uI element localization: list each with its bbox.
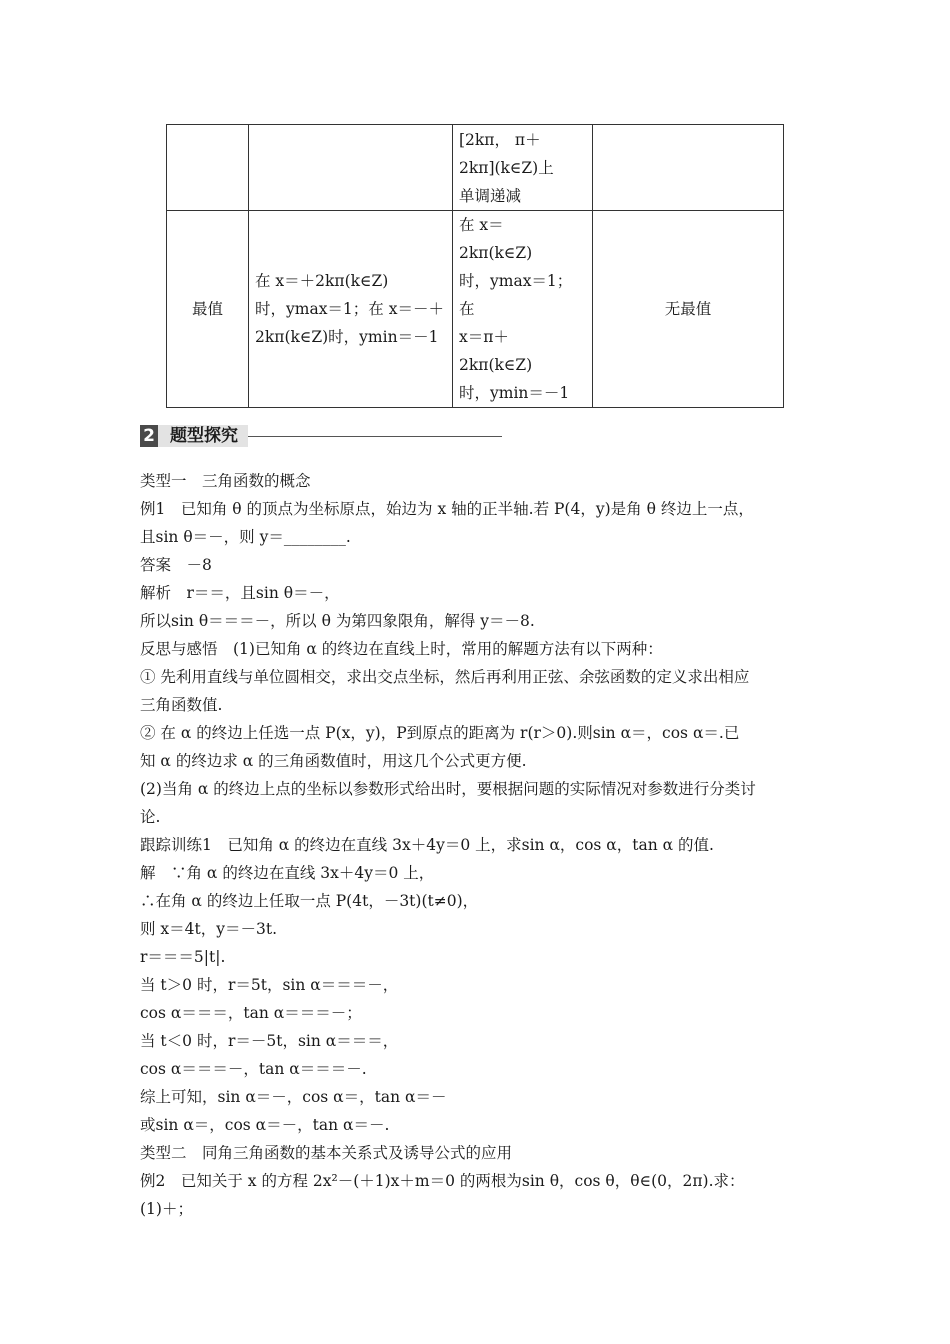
cell-line: [2kπ， π＋ xyxy=(459,130,541,149)
cell-line: 2kπ(k∈Z) xyxy=(459,244,533,262)
text-line: 类型一 三角函数的概念 xyxy=(140,472,311,490)
row-header-extremum: 最值 xyxy=(167,211,249,408)
section-header xyxy=(140,424,502,448)
text-line: cos α＝＝＝，tan α＝＝＝－； xyxy=(140,1004,362,1022)
text-line: (1)＋； xyxy=(140,1200,193,1218)
text-line: 类型二 同角三角函数的基本关系式及诱导公式的应用 xyxy=(140,1144,513,1162)
text-line: r＝＝＝5|t|. xyxy=(140,948,226,966)
cell-line: 2kπ](k∈Z)上 xyxy=(459,158,554,177)
text-line: 则 x＝4t，y＝－3t. xyxy=(140,920,278,938)
table-cell xyxy=(593,125,784,211)
text-line: (2)当角 α 的终边上点的坐标以参数形式给出时，要根据问题的实际情况对参数进行分类讨 xyxy=(140,780,756,798)
table-row xyxy=(167,211,784,408)
cell-line: x＝π＋ xyxy=(459,328,509,346)
table-cell xyxy=(249,125,453,211)
text-line: 且sin θ＝－，则 y＝________. xyxy=(140,528,351,546)
text-line: ∴在角 α 的终边上任取一点 P(4t，－3t)(t≠0)， xyxy=(140,892,479,910)
cell-line: 在 x＝＋2kπ(k∈Z) xyxy=(255,272,389,290)
table-cell xyxy=(453,125,593,211)
table-cell: 无最值 xyxy=(593,211,784,408)
function-properties-table xyxy=(166,124,784,408)
text-line: 答案 －8 xyxy=(140,556,212,574)
section-title: 题型探究 xyxy=(158,425,248,447)
text-line: 例1 已知角 θ 的顶点为坐标原点，始边为 x 轴的正半轴.若 P(4，y)是角 θ 终边上一点， xyxy=(140,500,754,518)
section-rule xyxy=(248,436,502,437)
text-line: 综上可知，sin α＝－，cos α＝，tan α＝－ xyxy=(140,1088,447,1106)
cell-line: 时，ymin＝－1 xyxy=(459,384,570,402)
section-number: 2 xyxy=(140,425,158,447)
table-cell xyxy=(249,211,453,408)
cell-line: 2kπ(k∈Z) xyxy=(459,356,533,374)
text-line: 跟踪训练1 已知角 α 的终边在直线 3x＋4y＝0 上，求sin α，cos α，tan α 的值. xyxy=(140,836,714,854)
text-line: 当 t＜0 时，r＝－5t，sin α＝＝＝， xyxy=(140,1032,399,1050)
text-line: cos α＝＝＝－，tan α＝＝＝－. xyxy=(140,1060,367,1078)
text-line: 三角函数值. xyxy=(140,696,223,714)
text-line: 当 t＞0 时，r＝5t，sin α＝＝＝－， xyxy=(140,976,399,994)
table-cell xyxy=(453,211,593,408)
text-line: 知 α 的终边求 α 的三角函数值时，用这几个公式更方便. xyxy=(140,752,527,770)
document-body xyxy=(140,467,814,1223)
text-line: ① 先利用直线与单位圆相交，求出交点坐标，然后再利用正弦、余弦函数的定义求出相应 xyxy=(140,668,750,686)
text-line: 所以sin θ＝＝＝－，所以 θ 为第四象限角，解得 y＝－8. xyxy=(140,612,535,630)
table-cell xyxy=(167,125,249,211)
text-line: 例2 已知关于 x 的方程 2x²－(＋1)x＋m＝0 的两根为sin θ，cos θ，θ∈(0，2π).求： xyxy=(140,1172,745,1190)
text-line: 反思与感悟 (1)已知角 α 的终边在直线上时，常用的解题方法有以下两种： xyxy=(140,640,663,658)
cell-line: 2kπ(k∈Z)时，ymin＝－1 xyxy=(255,328,439,346)
table-row xyxy=(167,125,784,211)
text-line: 解析 r＝＝，且sin θ＝－， xyxy=(140,584,340,602)
cell-line: 在 x＝ xyxy=(459,216,504,234)
cell-line: 时，ymax＝1；在 x＝－＋ xyxy=(255,300,444,318)
cell-line: 单调递减 xyxy=(459,186,522,205)
text-line: 论. xyxy=(140,808,161,826)
text-line: 解 ∵角 α 的终边在直线 3x＋4y＝0 上， xyxy=(140,864,435,882)
text-line: 或sin α＝，cos α＝－，tan α＝－. xyxy=(140,1116,390,1134)
cell-line: 时，ymax＝1；在 xyxy=(459,272,573,318)
text-line: ② 在 α 的终边上任选一点 P(x，y)，P到原点的距离为 r(r＞0).则sin α＝，cos α＝.已 xyxy=(140,724,740,742)
